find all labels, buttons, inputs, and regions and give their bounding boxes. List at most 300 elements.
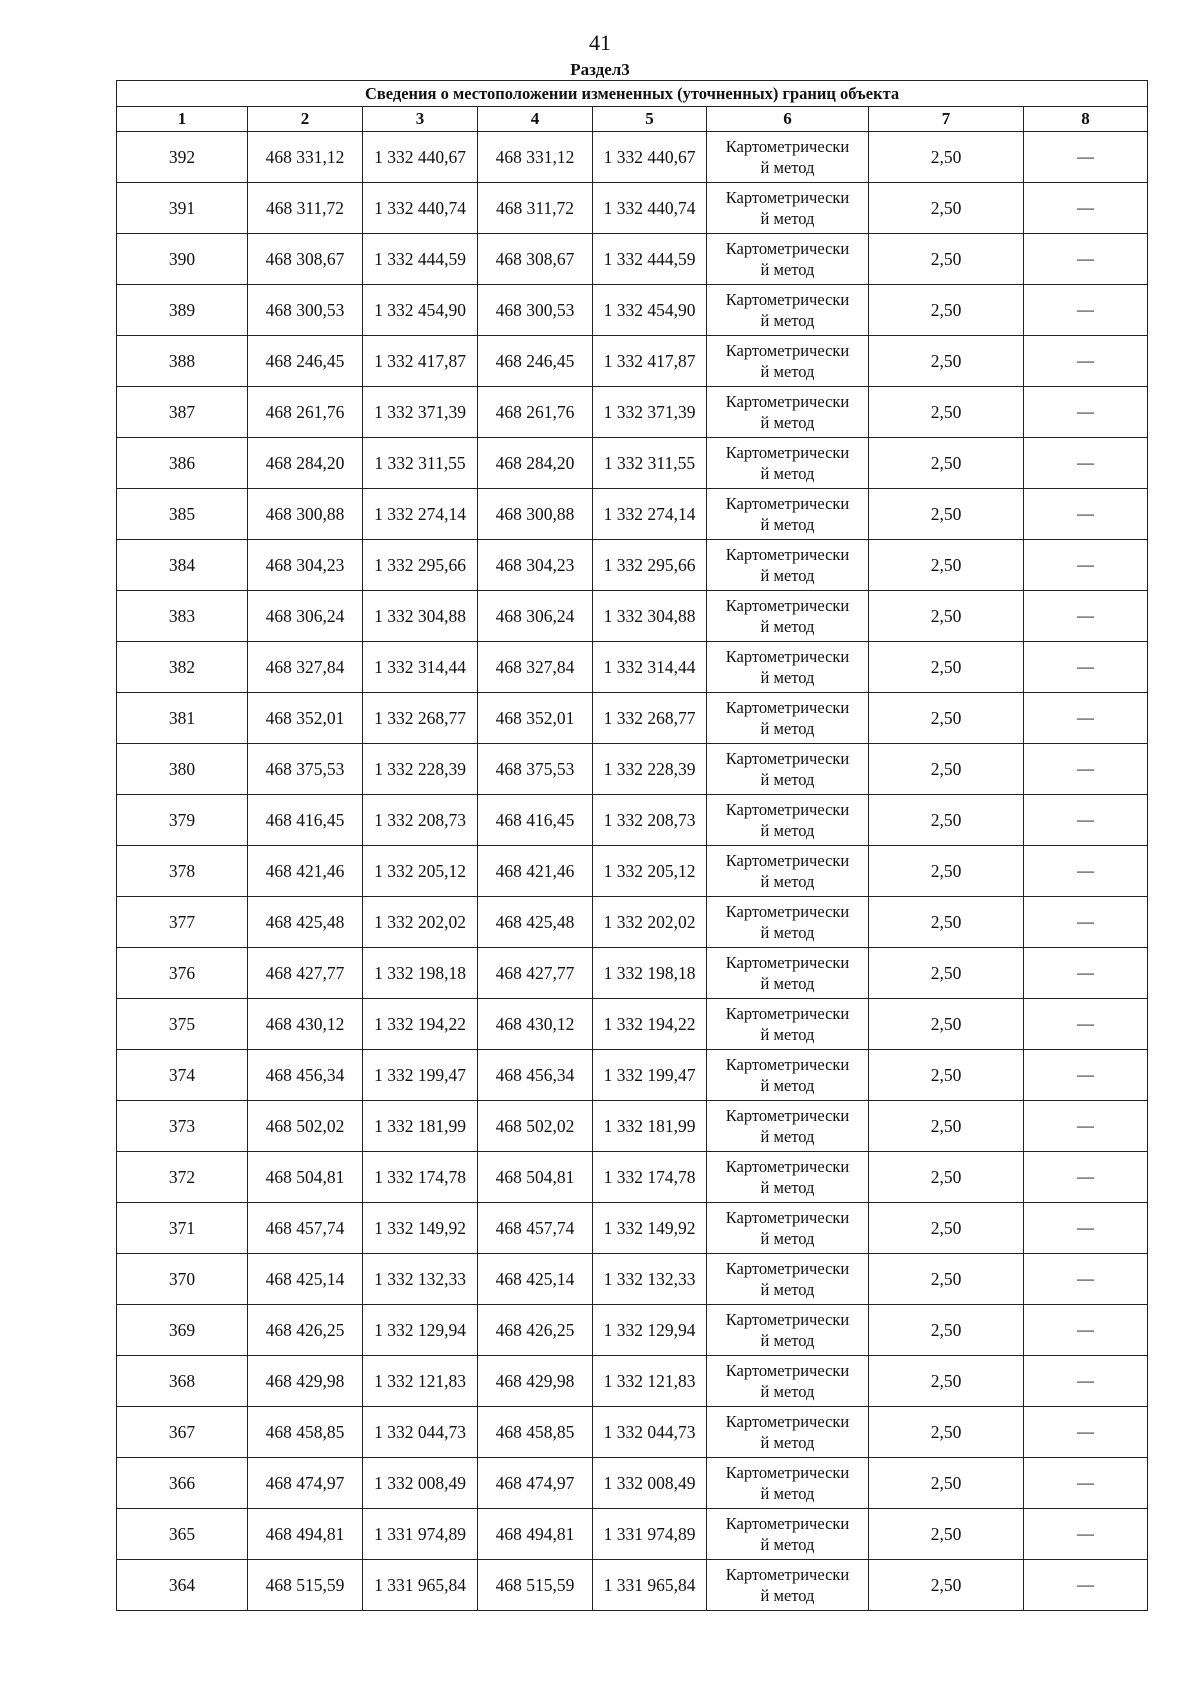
table-row xyxy=(117,1407,1148,1458)
table-row xyxy=(117,1101,1148,1152)
new-x-cell: 468 327,84 xyxy=(478,642,593,693)
new-y-cell: 1 332 304,88 xyxy=(593,591,707,642)
new-x-cell: 468 416,45 xyxy=(478,795,593,846)
note-cell: — xyxy=(1024,489,1148,540)
method-text-line: Картометрически xyxy=(725,443,850,462)
method-text-line: Картометрически xyxy=(725,1412,850,1431)
column-number: 5 xyxy=(593,107,707,132)
method-text-line: й метод xyxy=(760,719,815,738)
method-cell xyxy=(707,846,869,897)
new-y-cell: 1 332 311,55 xyxy=(593,438,707,489)
method-text-line: Картометрически xyxy=(725,341,850,360)
column-number: 4 xyxy=(478,107,593,132)
existing-x-cell: 468 331,12 xyxy=(248,132,363,183)
existing-y-cell: 1 332 268,77 xyxy=(363,693,478,744)
table-caption: Сведения о местоположении измененных (уточненных) границ объекта xyxy=(117,81,1148,107)
new-x-cell: 468 474,97 xyxy=(478,1458,593,1509)
existing-x-cell: 468 456,34 xyxy=(248,1050,363,1101)
point-number-cell: 378 xyxy=(117,846,248,897)
point-number-cell: 376 xyxy=(117,948,248,999)
method-text-line: й метод xyxy=(760,923,815,942)
method-text-line: й метод xyxy=(760,464,815,483)
boundary-coordinates-table xyxy=(116,80,1148,1611)
method-text-line: й метод xyxy=(760,1280,815,1299)
point-number-cell: 386 xyxy=(117,438,248,489)
method-text-line: Картометрически xyxy=(725,494,850,513)
table-row xyxy=(117,1050,1148,1101)
note-cell: — xyxy=(1024,1305,1148,1356)
existing-y-cell: 1 332 181,99 xyxy=(363,1101,478,1152)
table-row xyxy=(117,846,1148,897)
existing-x-cell: 468 311,72 xyxy=(248,183,363,234)
method-text-line: Картометрически xyxy=(725,902,850,921)
method-cell xyxy=(707,489,869,540)
new-y-cell: 1 332 444,59 xyxy=(593,234,707,285)
note-cell: — xyxy=(1024,1101,1148,1152)
method-cell xyxy=(707,1458,869,1509)
method-text-line: й метод xyxy=(760,566,815,585)
table-row xyxy=(117,1152,1148,1203)
note-cell: — xyxy=(1024,438,1148,489)
point-number-cell: 373 xyxy=(117,1101,248,1152)
new-y-cell: 1 332 440,67 xyxy=(593,132,707,183)
existing-x-cell: 468 246,45 xyxy=(248,336,363,387)
existing-x-cell: 468 430,12 xyxy=(248,999,363,1050)
method-cell xyxy=(707,1101,869,1152)
new-y-cell: 1 332 440,74 xyxy=(593,183,707,234)
method-text-line: Картометрически xyxy=(725,392,850,411)
method-cell xyxy=(707,897,869,948)
existing-x-cell: 468 308,67 xyxy=(248,234,363,285)
column-number: 3 xyxy=(363,107,478,132)
method-text-line: Картометрически xyxy=(725,1463,850,1482)
method-text-line: Картометрически xyxy=(725,953,850,972)
point-number-cell: 371 xyxy=(117,1203,248,1254)
method-text-line: Картометрически xyxy=(725,647,850,666)
column-number: 7 xyxy=(869,107,1024,132)
new-y-cell: 1 332 417,87 xyxy=(593,336,707,387)
existing-y-cell: 1 332 132,33 xyxy=(363,1254,478,1305)
existing-y-cell: 1 332 208,73 xyxy=(363,795,478,846)
existing-x-cell: 468 515,59 xyxy=(248,1560,363,1611)
new-y-cell: 1 332 208,73 xyxy=(593,795,707,846)
point-number-cell: 379 xyxy=(117,795,248,846)
table-row xyxy=(117,387,1148,438)
method-text-line: й метод xyxy=(760,1484,815,1503)
existing-y-cell: 1 332 129,94 xyxy=(363,1305,478,1356)
note-cell: — xyxy=(1024,999,1148,1050)
existing-y-cell: 1 332 008,49 xyxy=(363,1458,478,1509)
table-row xyxy=(117,1560,1148,1611)
accuracy-cell: 2,50 xyxy=(869,1560,1024,1611)
table-body xyxy=(117,132,1148,1611)
existing-x-cell: 468 375,53 xyxy=(248,744,363,795)
existing-x-cell: 468 261,76 xyxy=(248,387,363,438)
existing-y-cell: 1 332 454,90 xyxy=(363,285,478,336)
table-row xyxy=(117,1254,1148,1305)
accuracy-cell: 2,50 xyxy=(869,1050,1024,1101)
accuracy-cell: 2,50 xyxy=(869,795,1024,846)
page-number: 41 xyxy=(589,30,611,55)
table-row xyxy=(117,285,1148,336)
method-cell xyxy=(707,438,869,489)
method-cell xyxy=(707,1509,869,1560)
method-cell xyxy=(707,336,869,387)
new-x-cell: 468 421,46 xyxy=(478,846,593,897)
accuracy-cell: 2,50 xyxy=(869,1305,1024,1356)
note-cell: — xyxy=(1024,795,1148,846)
method-text-line: й метод xyxy=(760,617,815,636)
point-number-cell: 390 xyxy=(117,234,248,285)
accuracy-cell: 2,50 xyxy=(869,336,1024,387)
method-text-line: й метод xyxy=(760,260,815,279)
method-cell xyxy=(707,1407,869,1458)
method-text-line: Картометрически xyxy=(725,1310,850,1329)
accuracy-cell: 2,50 xyxy=(869,897,1024,948)
method-text-line: й метод xyxy=(760,872,815,891)
method-cell xyxy=(707,693,869,744)
method-text-line: Картометрически xyxy=(725,1157,850,1176)
method-cell xyxy=(707,591,869,642)
method-text-line: й метод xyxy=(760,1331,815,1350)
existing-y-cell: 1 332 440,74 xyxy=(363,183,478,234)
existing-y-cell: 1 332 198,18 xyxy=(363,948,478,999)
table-row xyxy=(117,540,1148,591)
existing-y-cell: 1 332 295,66 xyxy=(363,540,478,591)
table-row xyxy=(117,1509,1148,1560)
method-text-line: й метод xyxy=(760,515,815,534)
method-cell xyxy=(707,1305,869,1356)
table-row xyxy=(117,1305,1148,1356)
method-cell xyxy=(707,285,869,336)
new-y-cell: 1 331 965,84 xyxy=(593,1560,707,1611)
point-number-cell: 391 xyxy=(117,183,248,234)
note-cell: — xyxy=(1024,387,1148,438)
method-cell xyxy=(707,132,869,183)
accuracy-cell: 2,50 xyxy=(869,846,1024,897)
note-cell: — xyxy=(1024,897,1148,948)
new-y-cell: 1 332 202,02 xyxy=(593,897,707,948)
new-x-cell: 468 300,88 xyxy=(478,489,593,540)
accuracy-cell: 2,50 xyxy=(869,183,1024,234)
column-number: 2 xyxy=(248,107,363,132)
new-x-cell: 468 426,25 xyxy=(478,1305,593,1356)
method-cell xyxy=(707,744,869,795)
existing-y-cell: 1 332 044,73 xyxy=(363,1407,478,1458)
point-number-cell: 375 xyxy=(117,999,248,1050)
table-row xyxy=(117,693,1148,744)
existing-y-cell: 1 332 314,44 xyxy=(363,642,478,693)
new-y-cell: 1 331 974,89 xyxy=(593,1509,707,1560)
table-row xyxy=(117,1356,1148,1407)
new-x-cell: 468 284,20 xyxy=(478,438,593,489)
existing-y-cell: 1 332 311,55 xyxy=(363,438,478,489)
existing-x-cell: 468 457,74 xyxy=(248,1203,363,1254)
point-number-cell: 370 xyxy=(117,1254,248,1305)
method-text-line: й метод xyxy=(760,1178,815,1197)
method-text-line: й метод xyxy=(760,1076,815,1095)
note-cell: — xyxy=(1024,642,1148,693)
table-row xyxy=(117,1458,1148,1509)
existing-x-cell: 468 300,88 xyxy=(248,489,363,540)
accuracy-cell: 2,50 xyxy=(869,642,1024,693)
column-number: 8 xyxy=(1024,107,1148,132)
new-x-cell: 468 457,74 xyxy=(478,1203,593,1254)
method-text-line: Картометрически xyxy=(725,545,850,564)
point-number-cell: 385 xyxy=(117,489,248,540)
method-cell xyxy=(707,948,869,999)
existing-x-cell: 468 304,23 xyxy=(248,540,363,591)
note-cell: — xyxy=(1024,1509,1148,1560)
existing-y-cell: 1 332 199,47 xyxy=(363,1050,478,1101)
section-title: Раздел3 xyxy=(570,60,630,79)
method-text-line: й метод xyxy=(760,821,815,840)
table-row xyxy=(117,999,1148,1050)
accuracy-cell: 2,50 xyxy=(869,540,1024,591)
method-text-line: й метод xyxy=(760,362,815,381)
existing-y-cell: 1 332 202,02 xyxy=(363,897,478,948)
note-cell: — xyxy=(1024,693,1148,744)
point-number-cell: 374 xyxy=(117,1050,248,1101)
point-number-cell: 381 xyxy=(117,693,248,744)
new-y-cell: 1 332 314,44 xyxy=(593,642,707,693)
method-cell xyxy=(707,1356,869,1407)
method-cell xyxy=(707,540,869,591)
method-text-line: й метод xyxy=(760,1535,815,1554)
table-row xyxy=(117,183,1148,234)
accuracy-cell: 2,50 xyxy=(869,1152,1024,1203)
method-text-line: Картометрически xyxy=(725,290,850,309)
accuracy-cell: 2,50 xyxy=(869,693,1024,744)
table-row xyxy=(117,897,1148,948)
method-text-line: й метод xyxy=(760,770,815,789)
method-cell xyxy=(707,183,869,234)
new-x-cell: 468 246,45 xyxy=(478,336,593,387)
new-x-cell: 468 300,53 xyxy=(478,285,593,336)
note-cell: — xyxy=(1024,540,1148,591)
accuracy-cell: 2,50 xyxy=(869,285,1024,336)
table-row xyxy=(117,795,1148,846)
new-y-cell: 1 332 454,90 xyxy=(593,285,707,336)
point-number-cell: 372 xyxy=(117,1152,248,1203)
point-number-cell: 389 xyxy=(117,285,248,336)
method-cell xyxy=(707,999,869,1050)
accuracy-cell: 2,50 xyxy=(869,1458,1024,1509)
accuracy-cell: 2,50 xyxy=(869,387,1024,438)
method-text-line: Картометрически xyxy=(725,1208,850,1227)
note-cell: — xyxy=(1024,1560,1148,1611)
method-text-line: Картометрически xyxy=(725,1361,850,1380)
method-text-line: Картометрически xyxy=(725,1565,850,1584)
new-y-cell: 1 332 174,78 xyxy=(593,1152,707,1203)
existing-x-cell: 468 425,48 xyxy=(248,897,363,948)
existing-y-cell: 1 332 417,87 xyxy=(363,336,478,387)
new-x-cell: 468 425,14 xyxy=(478,1254,593,1305)
note-cell: — xyxy=(1024,1152,1148,1203)
point-number-cell: 366 xyxy=(117,1458,248,1509)
method-text-line: й метод xyxy=(760,158,815,177)
accuracy-cell: 2,50 xyxy=(869,1509,1024,1560)
existing-y-cell: 1 332 371,39 xyxy=(363,387,478,438)
method-text-line: Картометрически xyxy=(725,239,850,258)
new-x-cell: 468 494,81 xyxy=(478,1509,593,1560)
point-number-cell: 392 xyxy=(117,132,248,183)
new-y-cell: 1 332 008,49 xyxy=(593,1458,707,1509)
table-row xyxy=(117,591,1148,642)
new-x-cell: 468 430,12 xyxy=(478,999,593,1050)
new-x-cell: 468 504,81 xyxy=(478,1152,593,1203)
accuracy-cell: 2,50 xyxy=(869,1203,1024,1254)
new-y-cell: 1 332 268,77 xyxy=(593,693,707,744)
existing-x-cell: 468 306,24 xyxy=(248,591,363,642)
table-row xyxy=(117,642,1148,693)
existing-x-cell: 468 300,53 xyxy=(248,285,363,336)
note-cell: — xyxy=(1024,1356,1148,1407)
note-cell: — xyxy=(1024,285,1148,336)
existing-x-cell: 468 458,85 xyxy=(248,1407,363,1458)
existing-y-cell: 1 332 149,92 xyxy=(363,1203,478,1254)
existing-y-cell: 1 332 174,78 xyxy=(363,1152,478,1203)
method-cell xyxy=(707,1254,869,1305)
method-text-line: й метод xyxy=(760,974,815,993)
new-x-cell: 468 427,77 xyxy=(478,948,593,999)
method-cell xyxy=(707,1203,869,1254)
new-x-cell: 468 502,02 xyxy=(478,1101,593,1152)
method-text-line: Картометрически xyxy=(725,188,850,207)
new-y-cell: 1 332 295,66 xyxy=(593,540,707,591)
method-text-line: Картометрически xyxy=(725,1259,850,1278)
new-y-cell: 1 332 044,73 xyxy=(593,1407,707,1458)
new-x-cell: 468 331,12 xyxy=(478,132,593,183)
note-cell: — xyxy=(1024,1407,1148,1458)
new-x-cell: 468 306,24 xyxy=(478,591,593,642)
existing-y-cell: 1 332 274,14 xyxy=(363,489,478,540)
note-cell: — xyxy=(1024,948,1148,999)
point-number-cell: 365 xyxy=(117,1509,248,1560)
accuracy-cell: 2,50 xyxy=(869,438,1024,489)
table-row xyxy=(117,336,1148,387)
method-text-line: Картометрически xyxy=(725,596,850,615)
new-y-cell: 1 332 149,92 xyxy=(593,1203,707,1254)
accuracy-cell: 2,50 xyxy=(869,234,1024,285)
existing-x-cell: 468 427,77 xyxy=(248,948,363,999)
method-text-line: й метод xyxy=(760,1127,815,1146)
existing-x-cell: 468 502,02 xyxy=(248,1101,363,1152)
existing-x-cell: 468 474,97 xyxy=(248,1458,363,1509)
existing-y-cell: 1 331 974,89 xyxy=(363,1509,478,1560)
method-text-line: й метод xyxy=(760,1586,815,1605)
table-row xyxy=(117,744,1148,795)
existing-y-cell: 1 332 228,39 xyxy=(363,744,478,795)
method-text-line: Картометрически xyxy=(725,137,850,156)
method-text-line: Картометрически xyxy=(725,1055,850,1074)
method-text-line: Картометрически xyxy=(725,698,850,717)
accuracy-cell: 2,50 xyxy=(869,1254,1024,1305)
new-y-cell: 1 332 194,22 xyxy=(593,999,707,1050)
existing-x-cell: 468 425,14 xyxy=(248,1254,363,1305)
method-cell xyxy=(707,642,869,693)
existing-x-cell: 468 504,81 xyxy=(248,1152,363,1203)
table-row xyxy=(117,489,1148,540)
existing-y-cell: 1 331 965,84 xyxy=(363,1560,478,1611)
accuracy-cell: 2,50 xyxy=(869,591,1024,642)
method-text-line: Картометрически xyxy=(725,749,850,768)
new-x-cell: 468 456,34 xyxy=(478,1050,593,1101)
note-cell: — xyxy=(1024,336,1148,387)
method-text-line: Картометрически xyxy=(725,1106,850,1125)
new-y-cell: 1 332 274,14 xyxy=(593,489,707,540)
existing-x-cell: 468 327,84 xyxy=(248,642,363,693)
existing-x-cell: 468 421,46 xyxy=(248,846,363,897)
method-cell xyxy=(707,1050,869,1101)
method-text-line: й метод xyxy=(760,668,815,687)
new-x-cell: 468 311,72 xyxy=(478,183,593,234)
point-number-cell: 364 xyxy=(117,1560,248,1611)
new-x-cell: 468 308,67 xyxy=(478,234,593,285)
method-cell xyxy=(707,387,869,438)
table-row xyxy=(117,1203,1148,1254)
point-number-cell: 384 xyxy=(117,540,248,591)
method-cell xyxy=(707,1560,869,1611)
accuracy-cell: 2,50 xyxy=(869,132,1024,183)
method-text-line: Картометрически xyxy=(725,800,850,819)
new-y-cell: 1 332 121,83 xyxy=(593,1356,707,1407)
method-cell xyxy=(707,1152,869,1203)
existing-y-cell: 1 332 440,67 xyxy=(363,132,478,183)
new-y-cell: 1 332 371,39 xyxy=(593,387,707,438)
method-text-line: Картометрически xyxy=(725,1514,850,1533)
note-cell: — xyxy=(1024,1458,1148,1509)
accuracy-cell: 2,50 xyxy=(869,948,1024,999)
new-x-cell: 468 429,98 xyxy=(478,1356,593,1407)
new-x-cell: 468 352,01 xyxy=(478,693,593,744)
existing-x-cell: 468 284,20 xyxy=(248,438,363,489)
new-x-cell: 468 375,53 xyxy=(478,744,593,795)
table-row xyxy=(117,438,1148,489)
accuracy-cell: 2,50 xyxy=(869,489,1024,540)
accuracy-cell: 2,50 xyxy=(869,999,1024,1050)
new-y-cell: 1 332 228,39 xyxy=(593,744,707,795)
method-text-line: Картометрически xyxy=(725,1004,850,1023)
table-row xyxy=(117,234,1148,285)
note-cell: — xyxy=(1024,744,1148,795)
existing-y-cell: 1 332 121,83 xyxy=(363,1356,478,1407)
existing-x-cell: 468 429,98 xyxy=(248,1356,363,1407)
existing-x-cell: 468 426,25 xyxy=(248,1305,363,1356)
note-cell: — xyxy=(1024,1050,1148,1101)
new-x-cell: 468 515,59 xyxy=(478,1560,593,1611)
note-cell: — xyxy=(1024,1254,1148,1305)
note-cell: — xyxy=(1024,591,1148,642)
new-y-cell: 1 332 129,94 xyxy=(593,1305,707,1356)
point-number-cell: 380 xyxy=(117,744,248,795)
note-cell: — xyxy=(1024,234,1148,285)
accuracy-cell: 2,50 xyxy=(869,1101,1024,1152)
new-y-cell: 1 332 205,12 xyxy=(593,846,707,897)
existing-x-cell: 468 352,01 xyxy=(248,693,363,744)
method-cell xyxy=(707,795,869,846)
new-x-cell: 468 458,85 xyxy=(478,1407,593,1458)
point-number-cell: 387 xyxy=(117,387,248,438)
existing-y-cell: 1 332 205,12 xyxy=(363,846,478,897)
existing-y-cell: 1 332 304,88 xyxy=(363,591,478,642)
method-text-line: й метод xyxy=(760,1025,815,1044)
note-cell: — xyxy=(1024,183,1148,234)
accuracy-cell: 2,50 xyxy=(869,744,1024,795)
new-x-cell: 468 261,76 xyxy=(478,387,593,438)
point-number-cell: 383 xyxy=(117,591,248,642)
method-text-line: й метод xyxy=(760,1382,815,1401)
